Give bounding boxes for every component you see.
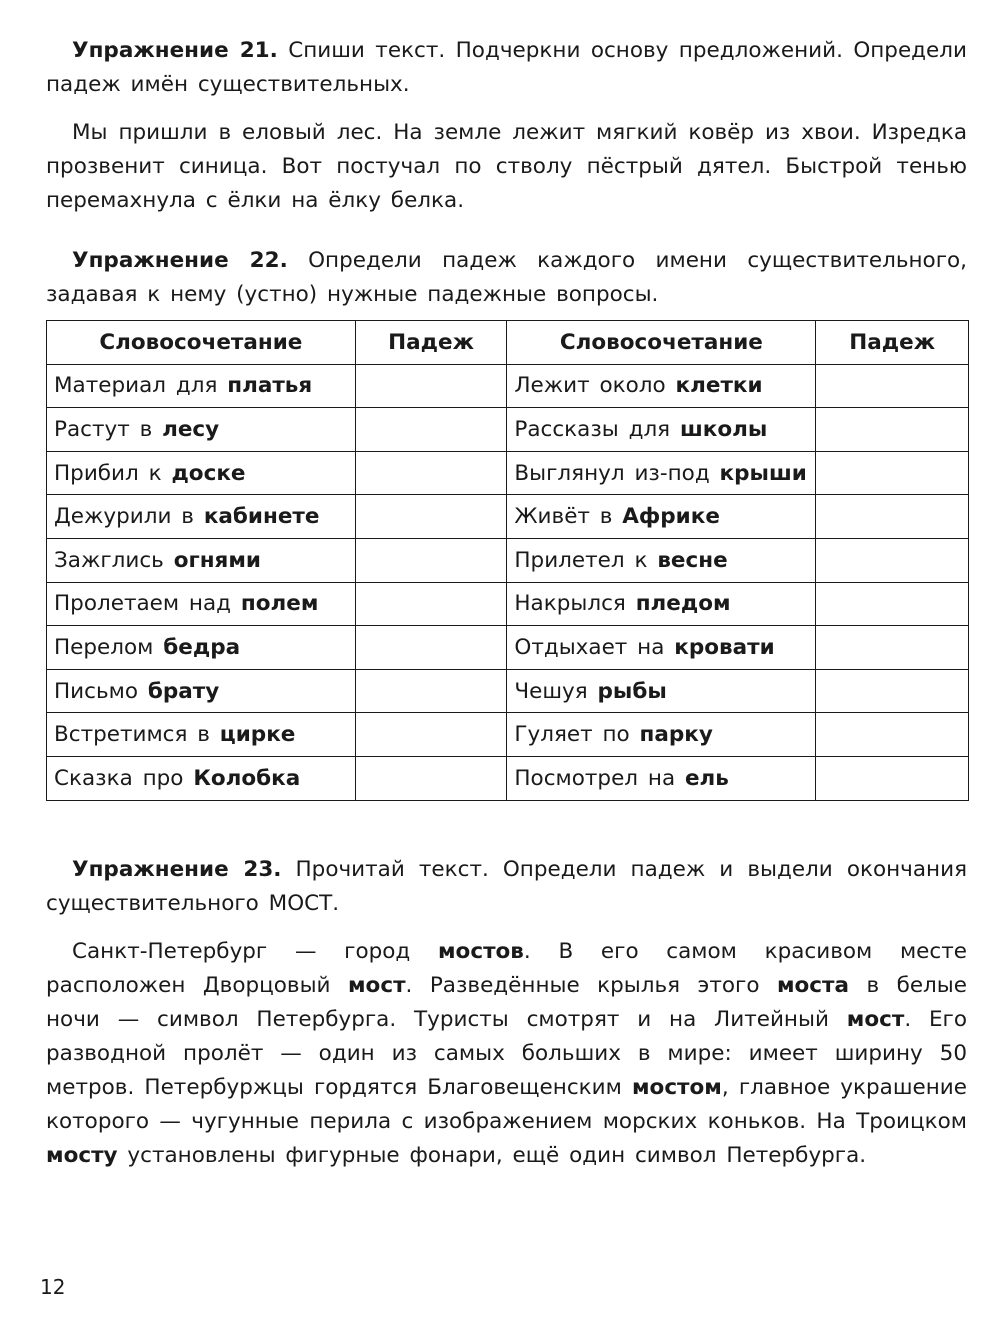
phrase-text: Рассказы для	[514, 416, 671, 442]
text-fragment: Санкт-Петербург — город	[72, 938, 438, 964]
case-answer-cell-right[interactable]	[816, 495, 969, 539]
exercise-21-text: Мы пришли в еловый лес. На земле лежит мягкий ковёр из хвои. Изредка прозвенит синица. Вот постучал по стволу пёстрый дятел. Быстрой тенью перемахнула с ёлки на ёлку белка.	[46, 120, 967, 213]
phrase-text: Материал для	[54, 373, 218, 399]
phrase-text: Чешуя	[514, 678, 588, 704]
case-answer-cell-left[interactable]	[355, 756, 507, 800]
phrase-text: Гуляет по	[514, 722, 630, 748]
table-row	[47, 495, 969, 539]
exercise-23-header	[46, 853, 967, 921]
case-answer-cell-left[interactable]	[355, 582, 507, 626]
table-row	[47, 713, 969, 757]
worksheet-page	[46, 34, 967, 1173]
case-answer-cell-right[interactable]	[816, 408, 969, 452]
exercise-23-title: Упражнение 23.	[72, 856, 282, 882]
phrase-text: Встретимся в	[54, 722, 210, 748]
case-answer-cell-right[interactable]	[816, 756, 969, 800]
phrase-cell-right	[507, 408, 816, 452]
page-number: 12	[40, 1275, 66, 1299]
case-answer-cell-right[interactable]	[816, 669, 969, 713]
case-answer-cell-left[interactable]	[355, 408, 507, 452]
target-noun: крыши	[719, 460, 807, 486]
table-row	[47, 626, 969, 670]
header-case-right: Падеж	[816, 321, 969, 365]
header-phrase-left: Словосочетание	[47, 321, 356, 365]
highlighted-noun: мостом	[631, 1074, 722, 1100]
target-noun: Колобка	[193, 765, 301, 791]
phrase-text: Отдыхает на	[514, 634, 665, 660]
case-answer-cell-left[interactable]	[355, 713, 507, 757]
phrase-text: Пролетаем над	[54, 591, 232, 617]
target-noun: лесу	[162, 416, 220, 442]
phrase-cell-right	[507, 451, 816, 495]
phrase-cell-left	[47, 364, 356, 408]
phrase-cell-left	[47, 538, 356, 582]
phrase-cell-right	[507, 495, 816, 539]
phrase-text: Прилетел к	[514, 547, 648, 573]
text-fragment: . Его разводной пролёт — один из самых больших в мире: имеет ширину 50 метров. Петербуржцы гордятся Благовещенским	[46, 1006, 967, 1100]
phrase-text: Дежурили в	[54, 504, 194, 530]
target-noun: цирке	[219, 722, 296, 748]
highlighted-noun: мостов	[437, 938, 524, 964]
case-answer-cell-right[interactable]	[816, 364, 969, 408]
phrase-cell-left	[47, 451, 356, 495]
phrase-text: Сказка про	[54, 765, 184, 791]
phrase-cell-left	[47, 626, 356, 670]
case-answer-cell-right[interactable]	[816, 713, 969, 757]
phrase-cell-left	[47, 756, 356, 800]
target-noun: доске	[171, 460, 246, 486]
case-answer-cell-left[interactable]	[355, 626, 507, 670]
text-fragment: установлены фигурные фонари, ещё один символ Петербурга.	[117, 1142, 867, 1168]
phrase-cell-right	[507, 582, 816, 626]
target-noun: парку	[639, 722, 713, 748]
target-noun: весне	[657, 547, 728, 573]
target-noun: клетки	[675, 373, 763, 399]
phrase-cell-left	[47, 669, 356, 713]
text-fragment: . Разведённые крылья этого	[405, 972, 777, 998]
table-row	[47, 582, 969, 626]
phrase-text: Накрылся	[514, 591, 626, 617]
case-table-header-row	[47, 321, 969, 365]
table-row	[47, 756, 969, 800]
highlighted-noun: мост	[347, 972, 406, 998]
exercise-22-title: Упражнение 22.	[72, 248, 288, 273]
target-noun: школы	[679, 416, 768, 442]
highlighted-noun: мосту	[46, 1142, 118, 1168]
case-answer-cell-left[interactable]	[355, 364, 507, 408]
phrase-cell-left	[47, 582, 356, 626]
target-noun: бедра	[163, 634, 241, 660]
phrase-cell-left	[47, 713, 356, 757]
phrase-text: Письмо	[54, 678, 139, 704]
case-answer-cell-right[interactable]	[816, 451, 969, 495]
target-noun: пледом	[635, 591, 731, 617]
table-row	[47, 669, 969, 713]
text-fragment: . В его самом красивом месте расположен Дворцовый	[46, 938, 967, 998]
target-noun: брату	[147, 678, 220, 704]
highlighted-noun: моста	[776, 972, 849, 998]
target-noun: кровати	[674, 634, 775, 660]
case-answer-cell-left[interactable]	[355, 495, 507, 539]
exercise-21-header	[46, 34, 967, 102]
phrase-cell-left	[47, 408, 356, 452]
phrase-cell-right	[507, 364, 816, 408]
table-row	[47, 538, 969, 582]
target-noun: кабинете	[203, 504, 320, 530]
phrase-text: Посмотрел на	[514, 765, 676, 791]
phrase-text: Прибил к	[54, 460, 162, 486]
target-noun: рыбы	[597, 678, 667, 704]
text-fragment: , главное украшение которого — чугунные перила с изображением морских коньков. На Троицком	[46, 1074, 967, 1134]
table-row	[47, 451, 969, 495]
phrase-text: Перелом	[54, 634, 154, 660]
target-noun: ель	[684, 765, 729, 791]
exercise-21-title: Упражнение 21.	[72, 38, 278, 63]
target-noun: полем	[240, 591, 319, 617]
exercise-22-header	[46, 244, 967, 312]
case-table	[46, 320, 969, 801]
phrase-cell-right	[507, 669, 816, 713]
phrase-text: Живёт в	[514, 504, 613, 530]
phrase-cell-left	[47, 495, 356, 539]
header-phrase-right: Словосочетание	[507, 321, 816, 365]
table-row	[47, 364, 969, 408]
phrase-cell-right	[507, 538, 816, 582]
target-noun: платья	[227, 373, 313, 399]
case-answer-cell-right[interactable]	[816, 582, 969, 626]
case-answer-cell-left[interactable]	[355, 538, 507, 582]
case-answer-cell-left[interactable]	[355, 451, 507, 495]
target-noun: огнями	[173, 547, 261, 573]
case-answer-cell-right[interactable]	[816, 538, 969, 582]
target-noun: Африке	[622, 504, 720, 530]
phrase-text: Зажглись	[54, 547, 164, 573]
case-answer-cell-right[interactable]	[816, 626, 969, 670]
table-row	[47, 408, 969, 452]
exercise-23-text	[46, 935, 967, 1173]
highlighted-noun: мост	[846, 1006, 905, 1032]
phrase-text: Выглянул из-под	[514, 460, 710, 486]
phrase-cell-right	[507, 713, 816, 757]
exercise-22-instruction: Определи падеж каждого имени существительного, задавая к нему (устно) нужные падежные вопросы.	[46, 248, 967, 307]
case-answer-cell-left[interactable]	[355, 669, 507, 713]
text-fragment: в белые ночи — символ Петербурга. Туристы смотрят и на Литейный	[46, 972, 967, 1032]
exercise-23-instruction: Прочитай текст. Определи падеж и выдели окончания существительного МОСТ.	[46, 856, 968, 916]
phrase-text: Лежит около	[514, 373, 666, 399]
header-case-left: Падеж	[355, 321, 507, 365]
exercise-21-instruction: Спиши текст. Подчеркни основу предложений. Определи падеж имён существительных.	[46, 38, 967, 97]
phrase-cell-right	[507, 626, 816, 670]
phrase-text: Растут в	[54, 416, 153, 442]
phrase-cell-right	[507, 756, 816, 800]
